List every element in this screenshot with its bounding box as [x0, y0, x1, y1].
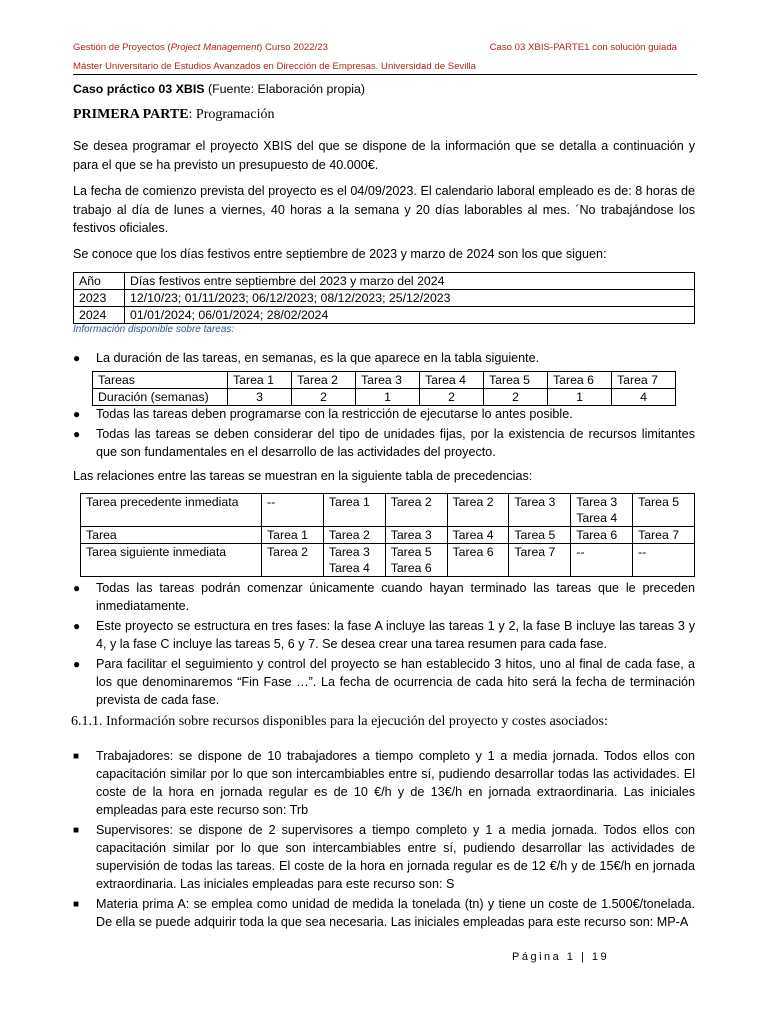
holidays-intro: Se conoce que los días festivos entre septiembre de 2023 y marzo de 2024 son los que siguen:	[73, 247, 607, 261]
part-title: PRIMERA PARTE: Programación	[73, 107, 275, 122]
table-row	[74, 307, 695, 324]
square-bullet-icon: ■	[73, 751, 80, 762]
table-cell: Tarea 7	[509, 544, 571, 577]
table-cell: Tarea 3	[385, 527, 447, 544]
bullet-text: Supervisores: se dispone de 2 supervisores a tiempo completo y 1 a media jornada. Todos ellos con capacitación similar por lo que son intercambiables entre sí, pudiendo desarrollar las actividades de supervisión de todas las tareas. El coste de la hora en jornada regular es de 12 €/h y de 15€/h en jornada extraordinaria. Las iniciales empleadas para este recurso son: S	[96, 823, 695, 891]
list-item	[73, 821, 695, 893]
table-header-cell: Año	[74, 273, 125, 290]
table-cell: Tarea 3	[509, 494, 571, 527]
bullet-text: Este proyecto se estructura en tres fases: la fase A incluye las tareas 1 y 2, la fase B incluye las tareas 3 y 4, y la fase C incluye las tareas 5, 6 y 7. Se desea crear una tarea resumen para cada fase.	[96, 619, 695, 651]
table-cell: Tarea 7	[612, 372, 676, 389]
table-cell: Tarea 5	[484, 372, 548, 389]
table-cell: Tarea 2	[385, 494, 447, 527]
precedence-intro: Las relaciones entre las tareas se muestran en la siguiente tabla de precedencias:	[73, 469, 533, 483]
table-cell: Tarea 1	[262, 527, 324, 544]
table-cell: Tarea 1	[323, 494, 385, 527]
table-cell: Tarea 2	[292, 372, 356, 389]
table-cell: Tarea 7	[633, 527, 695, 544]
bullet-text: Para facilitar el seguimiento y control del proyecto se han establecido 3 hitos, uno al final de cada fase, a los que denominaremos “Fin Fase …”. La fecha de ocurrencia de cada hito será la fecha de terminación prevista de cada fase.	[96, 657, 695, 707]
page-header-line1	[73, 42, 695, 53]
square-bullet-icon: ■	[73, 899, 80, 910]
table-cell: Tarea 3 Tarea 4	[323, 544, 385, 577]
table-row	[81, 494, 695, 527]
list-item	[73, 425, 695, 461]
table-header-cell: Días festivos entre septiembre del 2023 y marzo del 2024	[125, 273, 695, 290]
calendar-paragraph: La fecha de comienzo prevista del proyecto es el 04/09/2023. El calendario laboral empleado es de: 8 horas de trabajo al día de lunes a viernes, 40 horas a la semana y 20 días laborables al mes. ´No trabajándose los festivos oficiales.	[73, 184, 695, 235]
case-title: Caso práctico 03 XBIS (Fuente: Elaboración propia)	[73, 82, 366, 96]
table-header-cell: Tarea siguiente inmediata	[81, 544, 262, 577]
bullet-icon: ●	[73, 351, 81, 365]
bullet-text: Trabajadores: se dispone de 10 trabajadores a tiempo completo y 1 a media jornada. Todos ellos con capacitación similar por lo que son intercambiables entre sí, pudiendo desarrollar todas las actividades. El coste de la hora en jornada regular es de 10 €/h y de 13€/h en jornada extraordinaria. Las iniciales empleadas para este recurso son: Trb	[96, 749, 695, 817]
bullet-text: La duración de las tareas, en semanas, es la que aparece en la tabla siguiente.	[96, 351, 540, 365]
table-cell: 2023	[74, 290, 125, 307]
header-case: Caso 03 XBIS-PARTE1 con solución guiada	[489, 42, 677, 53]
list-item	[73, 617, 695, 653]
list-item	[73, 579, 695, 615]
table-cell: Tarea 5	[509, 527, 571, 544]
table-cell: --	[571, 544, 633, 577]
list-item	[73, 747, 695, 819]
table-cell: Tarea 3 Tarea 4	[571, 494, 633, 527]
list-item	[73, 655, 695, 709]
table-cell: Tarea 1	[228, 372, 292, 389]
bullet-icon: ●	[73, 427, 81, 441]
table-cell: 2	[292, 389, 356, 406]
bullet-icon: ●	[73, 657, 81, 671]
table-row	[81, 544, 695, 577]
table-header-cell: Tarea	[81, 527, 262, 544]
table-cell: Tarea 2	[323, 527, 385, 544]
table-cell: --	[262, 494, 324, 527]
bullet-icon: ●	[73, 581, 81, 595]
table-cell: Tarea 2	[262, 544, 324, 577]
table-header-cell: Duración (semanas)	[93, 389, 228, 406]
table-row	[74, 290, 695, 307]
table-cell: 2024	[74, 307, 125, 324]
table-cell: 1	[548, 389, 612, 406]
list-item	[73, 405, 695, 423]
info-caption: Información disponible sobre tareas:	[73, 324, 235, 335]
table-cell: 1	[356, 389, 420, 406]
table-cell: Tarea 5 Tarea 6	[385, 544, 447, 577]
table-cell: 2	[420, 389, 484, 406]
table-cell: Tarea 6	[548, 372, 612, 389]
bullet-text: Todas las tareas deben programarse con la restricción de ejecutarse lo antes posible.	[96, 407, 573, 421]
bullet-text: Todas las tareas se deben considerar del tipo de unidades fijas, por la existencia de recursos limitantes que son fundamentales en el desarrollo de las actividades del proyecto.	[96, 427, 695, 459]
bullet-icon: ●	[73, 407, 81, 421]
table-cell: 4	[612, 389, 676, 406]
header-course: Gestión de Proyectos (Project Management) Curso 2022/23	[73, 42, 328, 53]
table-cell: Tarea 5	[633, 494, 695, 527]
square-bullet-icon: ■	[73, 825, 80, 836]
precedence-table	[80, 493, 695, 577]
bullet-icon: ●	[73, 619, 81, 633]
page-number: Página 1 | 19	[512, 951, 610, 963]
intro-paragraph: Se desea programar el proyecto XBIS del que se dispone de la información que se detalla a continuación y para el que se ha previsto un presupuesto de 40.000€.	[73, 139, 695, 172]
table-cell: 01/01/2024; 06/01/2024; 28/02/2024	[125, 307, 695, 324]
list-item	[73, 349, 695, 367]
holidays-table	[73, 272, 695, 324]
table-header-cell: Tareas	[93, 372, 228, 389]
page-header-line2: Máster Universitario de Estudios Avanzados en Dirección de Empresas. Universidad de Sevilla	[73, 61, 476, 72]
table-cell: 2	[484, 389, 548, 406]
table-cell: --	[633, 544, 695, 577]
table-cell: Tarea 4	[447, 527, 509, 544]
table-row	[93, 372, 676, 389]
table-cell: Tarea 2	[447, 494, 509, 527]
bullet-text: Materia prima A: se emplea como unidad de medida la tonelada (tn) y tiene un coste de 1.500€/tonelada. De ella se puede adquirir toda la que sea necesaria. Las iniciales empleadas para este recurso son: MP-A	[96, 897, 695, 929]
header-rule	[73, 74, 697, 75]
section-heading: 6.1.1. Información sobre recursos disponibles para la ejecución del proyecto y costes asociados:	[71, 714, 608, 729]
table-cell: 12/10/23; 01/11/2023; 06/12/2023; 08/12/2023; 25/12/2023	[125, 290, 695, 307]
table-row	[93, 389, 676, 406]
table-cell: Tarea 6	[447, 544, 509, 577]
table-header-cell: Tarea precedente inmediata	[81, 494, 262, 527]
duration-table	[92, 371, 676, 406]
table-cell: Tarea 6	[571, 527, 633, 544]
table-cell: Tarea 3	[356, 372, 420, 389]
table-row	[74, 273, 695, 290]
table-cell: 3	[228, 389, 292, 406]
list-item	[73, 895, 695, 931]
table-row	[81, 527, 695, 544]
bullet-text: Todas las tareas podrán comenzar únicamente cuando hayan terminado las tareas que le preceden inmediatamente.	[96, 581, 695, 613]
table-cell: Tarea 4	[420, 372, 484, 389]
